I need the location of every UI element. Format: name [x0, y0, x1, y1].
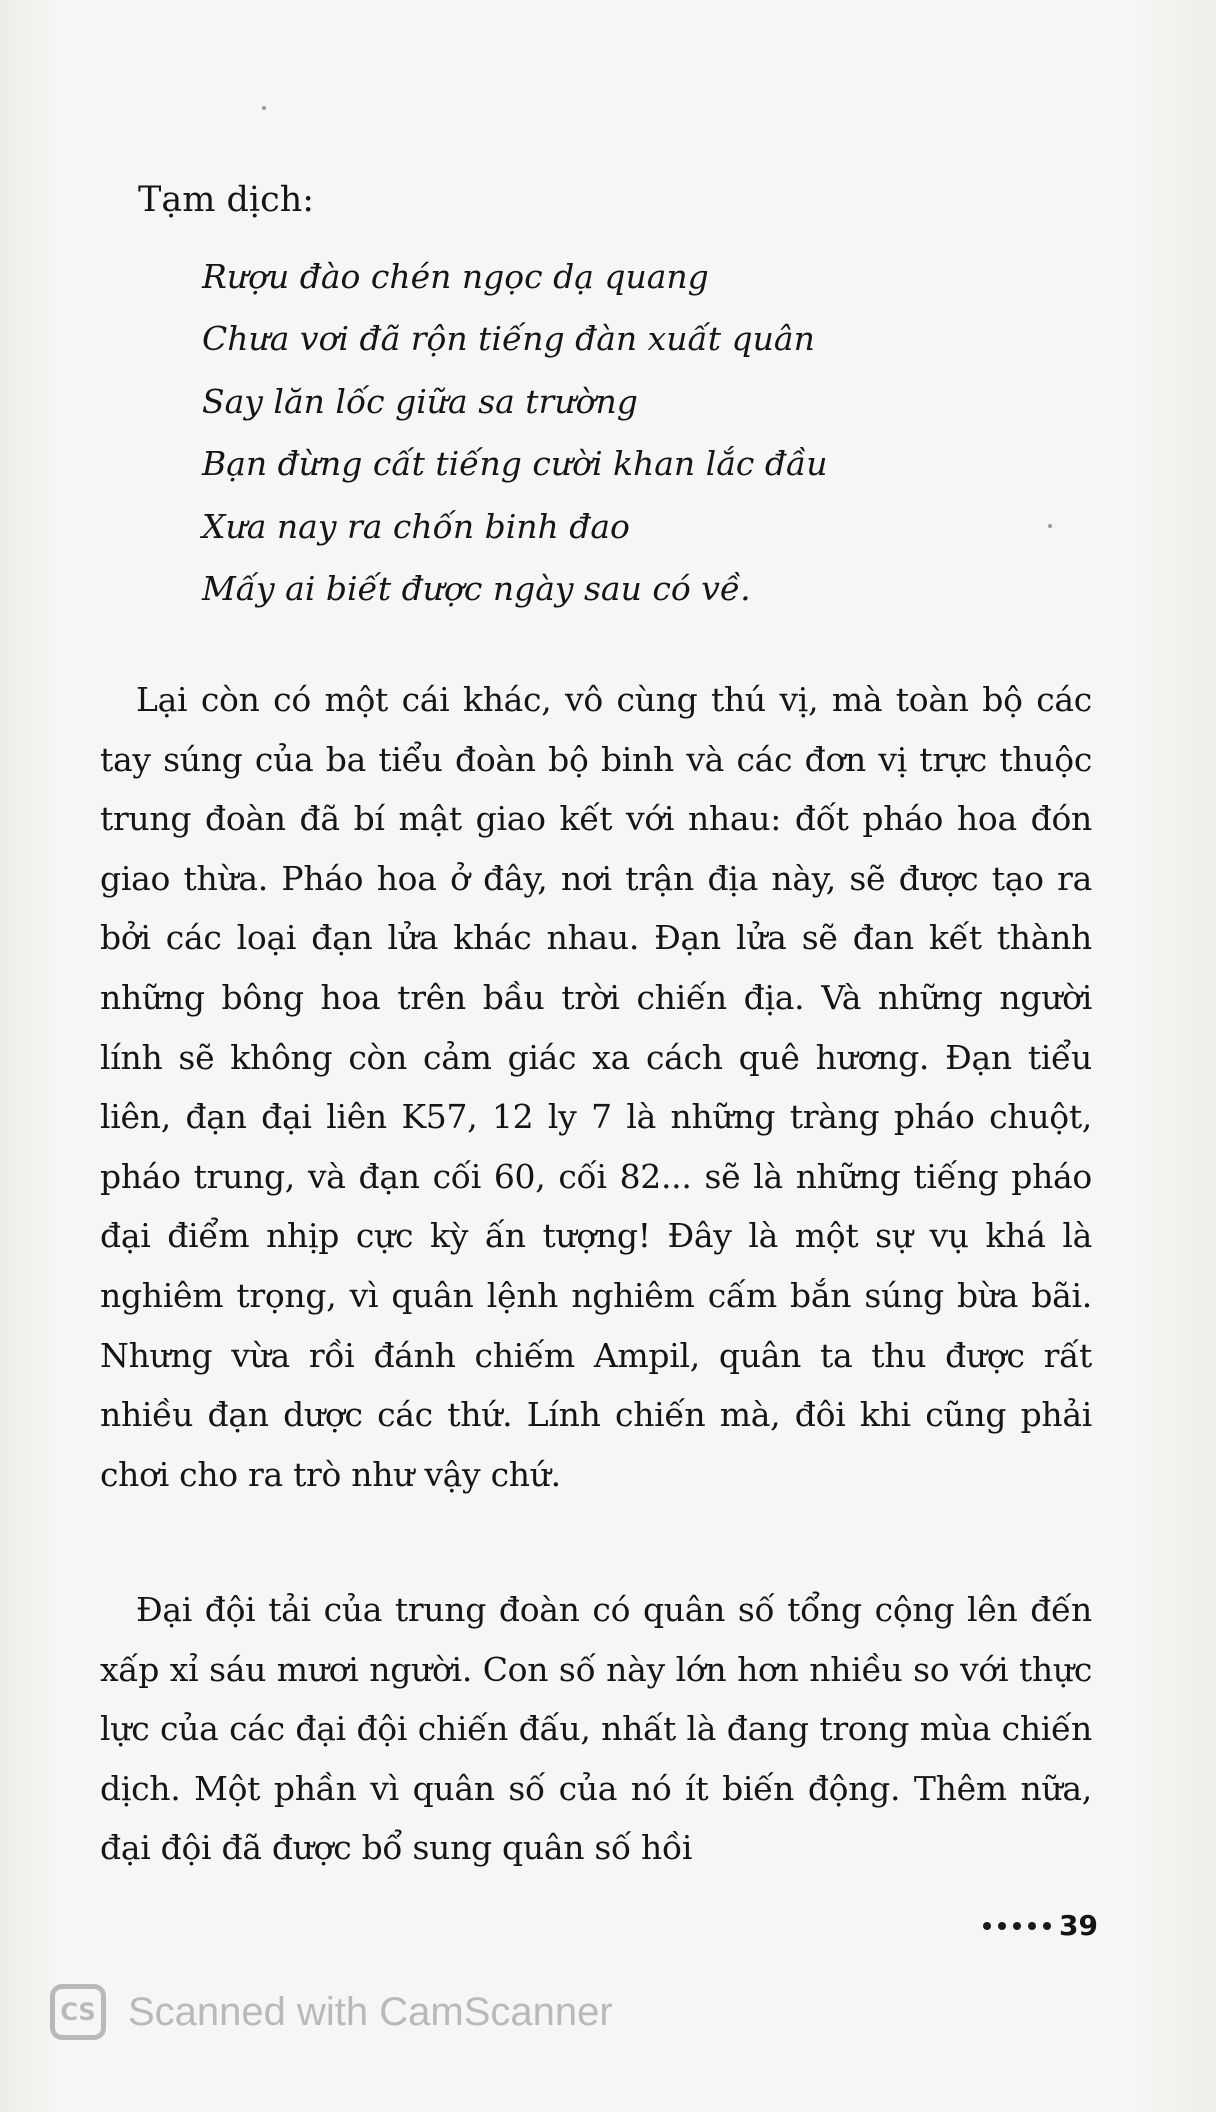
poem-line: Xưa nay ra chốn binh đao — [202, 506, 630, 546]
page-footer — [983, 1910, 1098, 1942]
poem-line: Chưa vơi đã rộn tiếng đàn xuất quân — [202, 319, 815, 359]
body-paragraph: Lại còn có một cái khác, vô cùng thú vị, mà toàn bộ các tay súng của ba tiểu đoàn bộ binh và các đơn vị trực thuộc trung đoàn đã bí mật giao kết với nhau: đốt pháo hoa đón giao thừa. Pháo hoa ở đây, nơi trận địa này, sẽ được tạo ra bởi các loại đạn lửa khác nhau. Đạn lửa sẽ đan kết thành những bông hoa trên bầu trời chiến địa. Và những người lính sẽ không còn cảm giác xa cách quê hương. Đạn tiểu liên, đạn đại liên K57, 12 ly 7 là những tràng pháo chuột, pháo trung, và đạn cối 60, cối 82... sẽ là những tiếng pháo đại điểm nhịp cực kỳ ấn tượng! Đây là một sự vụ khá là nghiêm trọng, vì quân lệnh nghiêm cấm bắn súng bừa bãi. Nhưng vừa rồi đánh chiếm Ampil, quân ta thu được rất nhiều đạn dược các thứ. Lính chiến mà, đôi khi cũng phải chơi cho ra trò như vậy chứ. — [100, 680, 1092, 1494]
translation-label: Tạm dịch: — [138, 180, 315, 220]
poem-line: Rượu đào chén ngọc dạ quang — [202, 257, 709, 296]
watermark-text: Scanned with CamScanner — [128, 1989, 613, 2034]
poem — [202, 246, 1102, 620]
camscanner-logo-icon: CS — [50, 1984, 106, 2040]
scan-speck — [262, 106, 266, 110]
body-paragraph: Đại đội tải của trung đoàn có quân số tổng cộng lên đến xấp xỉ sáu mươi người. Con số này lớn hơn nhiều so với thực lực của các đại đội chiến đấu, nhất là đang trong mùa chiến dịch. Một phần vì quân số của nó ít biến động. Thêm nữa, đại đội đã được bổ sung quân số hồi — [100, 1590, 1092, 1868]
poem-line: Bạn đừng cất tiếng cười khan lắc đầu — [202, 444, 828, 484]
poem-line: Mấy ai biết được ngày sau có về. — [202, 569, 751, 609]
camscanner-watermark — [50, 1984, 613, 2040]
poem-line: Say lăn lốc giữa sa trường — [202, 381, 638, 421]
page-number-dots — [983, 1922, 1051, 1930]
page-number: 39 — [1059, 1909, 1098, 1942]
